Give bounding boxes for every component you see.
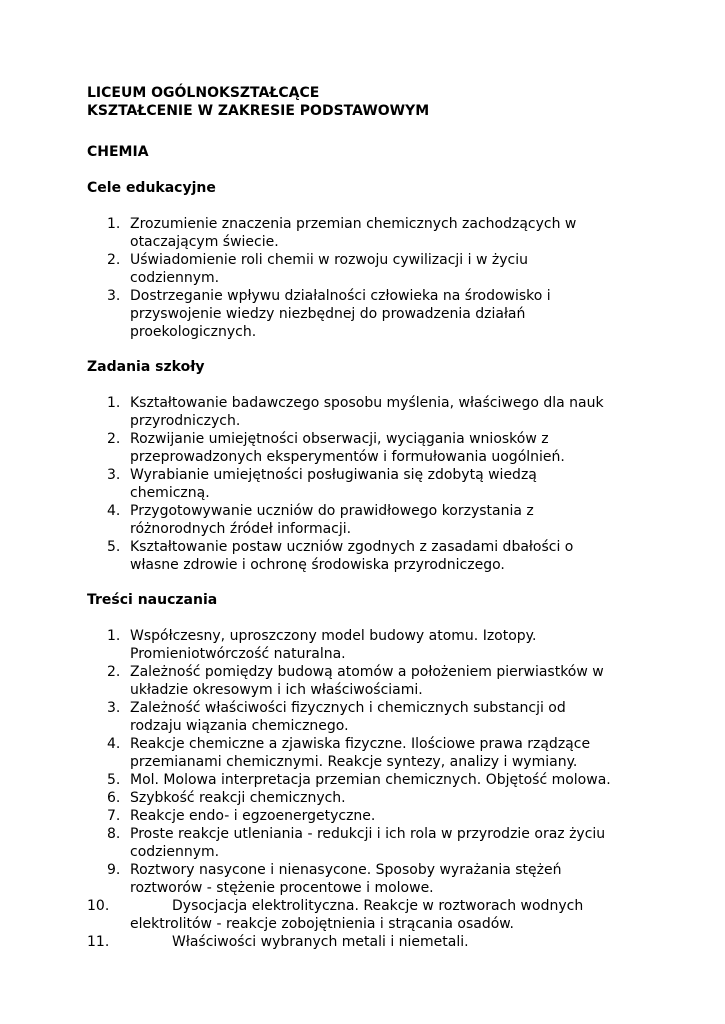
list-item xyxy=(87,215,647,251)
section-title-cele: Cele edukacyjne xyxy=(87,180,216,196)
document-page xyxy=(87,84,647,951)
list-item-line: proekologicznych. xyxy=(130,324,257,340)
list-item-line: Kształtowanie postaw uczniów zgodnych z zasadami dbałości o xyxy=(130,539,574,555)
list-item-number: 1. xyxy=(107,395,121,411)
list-item-number: 3. xyxy=(107,288,121,304)
list-item xyxy=(87,627,647,663)
list-item-line: Reakcje chemiczne a zjawiska fizyczne. Ilościowe prawa rządzące xyxy=(130,736,591,752)
list-item-line: codziennym. xyxy=(130,270,220,286)
list-item-number: 6. xyxy=(107,790,121,806)
list-item-number: 2. xyxy=(107,431,121,447)
list-item xyxy=(87,735,647,771)
list-item-number: 4. xyxy=(107,503,121,519)
header-line-2: KSZTAŁCENIE W ZAKRESIE PODSTAWOWYM xyxy=(87,103,430,119)
list-item-number: 10. xyxy=(87,898,110,914)
list-item-line: Rozwijanie umiejętności obserwacji, wyciągania wniosków z xyxy=(130,431,549,447)
list-item xyxy=(87,502,647,538)
list-item xyxy=(87,789,647,807)
list-cele xyxy=(87,215,647,341)
list-item-number: 7. xyxy=(107,808,121,824)
list-item-number: 9. xyxy=(107,862,121,878)
list-item xyxy=(87,807,647,825)
list-zadania xyxy=(87,394,647,574)
list-item-line: Szybkość reakcji chemicznych. xyxy=(130,790,346,806)
list-item-line: Dostrzeganie wpływu działalności człowieka na środowisko i xyxy=(130,288,551,304)
list-item xyxy=(87,825,647,861)
list-item-number: 4. xyxy=(107,736,121,752)
section-title-zadania: Zadania szkoły xyxy=(87,359,205,375)
list-item xyxy=(87,663,647,699)
list-item-line: Promieniotwórczość naturalna. xyxy=(130,646,346,662)
list-item-number: 2. xyxy=(107,664,121,680)
list-item xyxy=(87,699,647,735)
list-item-line: Właściwości wybranych metali i niemetali. xyxy=(172,934,469,950)
list-item-number: 5. xyxy=(107,539,121,555)
subject-title: CHEMIA xyxy=(87,144,149,160)
list-item xyxy=(87,933,647,951)
list-item-number: 3. xyxy=(107,700,121,716)
list-item xyxy=(87,287,647,341)
list-item-line: Wyrabianie umiejętności posługiwania się zdobytą wiedzą xyxy=(130,467,537,483)
list-item xyxy=(87,466,647,502)
list-item-line: przeprowadzonych eksperymentów i formułowania uogólnień. xyxy=(130,449,565,465)
list-item-line: Kształtowanie badawczego sposobu myślenia, właściwego dla nauk xyxy=(130,395,604,411)
section-title-tresci: Treści nauczania xyxy=(87,592,218,608)
list-item-line: różnorodnych źródeł informacji. xyxy=(130,521,352,537)
list-item-line: Przygotowywanie uczniów do prawidłowego korzystania z xyxy=(130,503,534,519)
list-item-number: 5. xyxy=(107,772,121,788)
document-header xyxy=(87,84,647,120)
header-line-1: LICEUM OGÓLNOKSZTAŁCĄCE xyxy=(87,85,320,101)
list-item-line: układzie okresowym i ich właściwościami. xyxy=(130,682,423,698)
list-item-number: 1. xyxy=(107,628,121,644)
list-item-line: Mol. Molowa interpretacja przemian chemicznych. Objętość molowa. xyxy=(130,772,611,788)
list-item-line: własne zdrowie i ochronę środowiska przyrodniczego. xyxy=(130,557,505,573)
list-item-line: otaczającym świecie. xyxy=(130,234,279,250)
list-item-number: 11. xyxy=(87,934,110,950)
list-item xyxy=(87,771,647,789)
list-item-number: 2. xyxy=(107,252,121,268)
list-item-line: Uświadomienie roli chemii w rozwoju cywilizacji i w życiu xyxy=(130,252,528,268)
list-item-line: Proste reakcje utleniania - redukcji i ich rola w przyrodzie oraz życiu xyxy=(130,826,606,842)
list-item-line: Dysocjacja elektrolityczna. Reakcje w roztworach wodnych xyxy=(172,898,584,914)
list-item-line: elektrolitów - reakcje zobojętnienia i strącania osadów. xyxy=(130,916,514,932)
list-item-line: przyrodniczych. xyxy=(130,413,241,429)
list-item xyxy=(87,251,647,287)
list-item-number: 3. xyxy=(107,467,121,483)
list-tresci xyxy=(87,627,647,951)
list-item-line: Zrozumienie znaczenia przemian chemicznych zachodzących w xyxy=(130,216,577,232)
list-item-line: przyswojenie wiedzy niezbędnej do prowadzenia działań xyxy=(130,306,526,322)
list-item xyxy=(87,538,647,574)
list-item-line: Roztwory nasycone i nienasycone. Sposoby wyrażania stężeń xyxy=(130,862,562,878)
list-item-line: roztworów - stężenie procentowe i molowe. xyxy=(130,880,434,896)
list-item-line: Zależność właściwości fizycznych i chemicznych substancji od xyxy=(130,700,566,716)
list-item-line: chemiczną. xyxy=(130,485,210,501)
list-item xyxy=(87,394,647,430)
list-item-line: rodzaju wiązania chemicznego. xyxy=(130,718,349,734)
list-item-line: Reakcje endo- i egzoenergetyczne. xyxy=(130,808,376,824)
list-item-line: przemianami chemicznymi. Reakcje syntezy, analizy i wymiany. xyxy=(130,754,578,770)
list-item-line: Współczesny, uproszczony model budowy atomu. Izotopy. xyxy=(130,628,537,644)
list-item-line: Zależność pomiędzy budową atomów a położeniem pierwiastków w xyxy=(130,664,604,680)
list-item xyxy=(87,861,647,897)
list-item-number: 8. xyxy=(107,826,121,842)
list-item xyxy=(87,430,647,466)
list-item-line: codziennym. xyxy=(130,844,220,860)
list-item-number: 1. xyxy=(107,216,121,232)
list-item xyxy=(87,897,647,933)
